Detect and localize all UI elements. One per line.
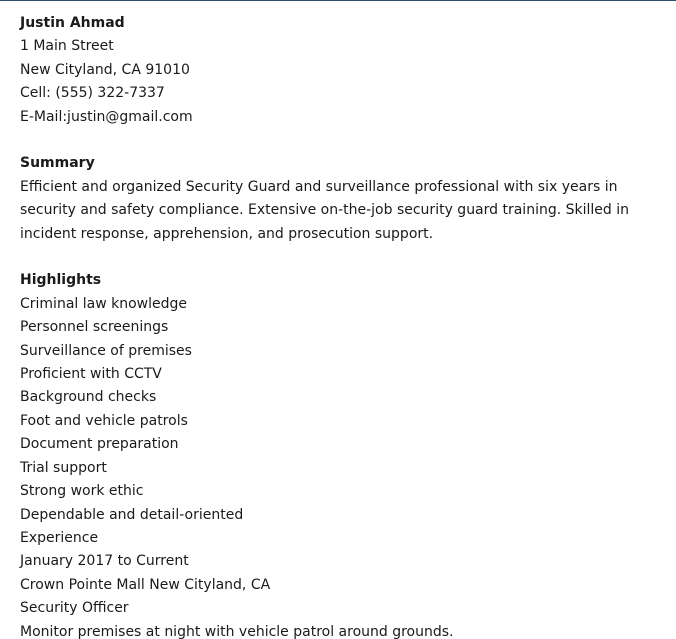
highlights-list [20, 293, 654, 527]
job-dates: January 2017 to Current [20, 553, 189, 570]
highlight-item: Foot and vehicle patrols [20, 412, 188, 429]
summary-heading: Summary [20, 155, 95, 172]
highlight-item: Strong work ethic [20, 483, 144, 500]
section-spacer [20, 129, 654, 152]
highlight-item: Trial support [20, 459, 107, 476]
highlight-item: Background checks [20, 389, 157, 406]
summary-text: Efficient and organized Security Guard and surveillance professional with six years in security and safety compliance. Extensive on-the-job security guard training. Skilled in incident response, apprehension, and prosecution support. [20, 178, 629, 242]
experience-heading: Experience [20, 529, 99, 546]
highlight-item: Surveillance of premises [20, 342, 192, 359]
highlight-item: Personnel screenings [20, 319, 169, 336]
highlight-item: Dependable and detail-oriented [20, 506, 244, 523]
highlights-heading: Highlights [20, 272, 102, 289]
job-duty: Monitor premises at night with vehicle patrol around grounds. [20, 623, 454, 639]
job-employer: Crown Pointe Mall New Cityland, CA [20, 576, 271, 593]
section-spacer [20, 246, 654, 269]
highlight-item: Document preparation [20, 436, 179, 453]
phone-number: Cell: (555) 322-7337 [20, 85, 165, 102]
highlight-item: Criminal law knowledge [20, 295, 187, 312]
resume-body [20, 12, 654, 639]
email-address: E-Mail:justin@gmail.com [20, 108, 193, 125]
candidate-name: Justin Ahmad [20, 15, 125, 31]
highlight-item: Proficient with CCTV [20, 366, 162, 383]
address-city: New Cityland, CA 91010 [20, 61, 190, 78]
address-street: 1 Main Street [20, 38, 114, 55]
job-title: Security Officer [20, 600, 129, 617]
